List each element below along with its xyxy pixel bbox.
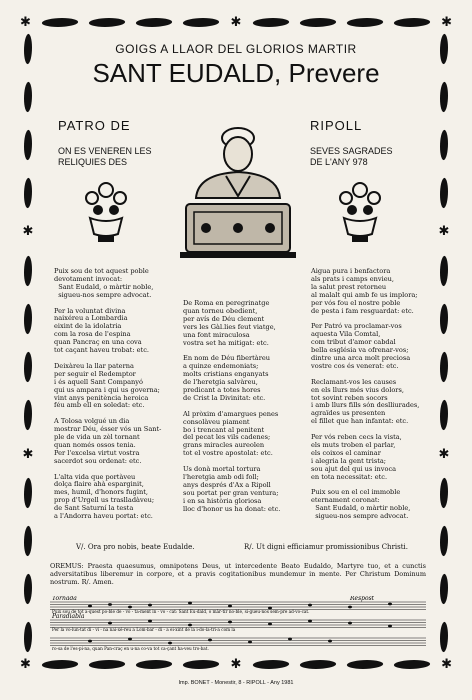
leaf-ornament: [181, 18, 221, 27]
verses-left-column: Puix sou de tot aquest poble devotament invocat: Sant Eudald, o màrtir noble, sigueu-nos sempre advocat. Per la voluntat divina naixéreu a Lombardia eixint de la idolatria com la rosa de l'espina quan Pancraç en una cova tot caçant haveu trobat: etc. Deixàreu la llar paterna per seguir el Redemptor i és aquell Sant Companyó qui us ampara i qui us governa; vint anys penitència heroica féu amb ell en soledat: etc. A Tolosa volgué un dia mostrar Déu, ésser vós un Sant- ple de vida un zèl tornant quan només ossos tenia. Per l'excelsa virtut vostra sacerdot sou ordenat: etc. L'alta vida que portàveu dolça flaire ahà esparginit, mes, humil, d'honors fugint, prop d'Urgell us traslladàveu; de Sant Saturní la testa a l'Andorra haveu portat: etc.: [54, 267, 162, 521]
leaf-ornament: [134, 18, 174, 27]
reliquary-bust-illustration: [176, 120, 300, 260]
leaf-ornament: [392, 18, 432, 27]
header: [42, 36, 430, 88]
leaf-ornament: [24, 477, 32, 510]
verses-middle-column: De Roma en peregrinatge quan torneu obedient, per avís de Déu clement vers les Gàl.lies feut viatge, una font miraculosa vostra set ha mitigat: etc. En nom de Déu fibertàreu a quinze endemoniats; molts cristians enganyats de l'heretgia salvàreu, predicant a totes hores de Crist la Divinitat: etc. Al pròxim d'amargues penes consolàveu piament bo i trencant al penitent del pecat les vils cadenes; grans miracles aureolen tot el vostre apostolat: etc. Us donà mortal tortura l'heretgia amb odi foll; anys després d'Ax a Ripoll sou portat per gran ventura; i en sa història gloriosa lloc d'honor us ha donat: etc.: [183, 299, 281, 513]
leaf-ornament: [87, 660, 127, 669]
leaf-ornament: [440, 176, 448, 209]
leaf-ornament: [440, 33, 448, 66]
page-title: SANT EUDALD, Prevere: [92, 58, 380, 88]
star-icon: ✱: [22, 446, 34, 462]
leaf-ornament: [298, 660, 338, 669]
bottom-border: [20, 656, 452, 672]
paradiabla-label: Paradiabla: [52, 613, 85, 620]
versicle: V/. Ora pro nobis, beate Eudalde.: [76, 543, 195, 551]
leaf-ornament: [24, 33, 32, 66]
leaf-ornament: [24, 573, 32, 606]
oremus-prayer: OREMUS: Praesta quaesumus, omnipotens Deus, ut intercedente Beato Eudaldo, Martyre tuo, et a cunctis adversitatibus liberemur in corpore, et a pravis cogitationibus mundemur in mente. Per Christum Dominum nostrum. R/. Amen.: [50, 562, 426, 586]
star-icon: ✱: [441, 14, 452, 30]
top-border: [20, 14, 452, 30]
leaf-ornament: [134, 660, 174, 669]
star-icon: ✱: [20, 14, 31, 30]
leaf-ornament: [440, 573, 448, 606]
leaf-ornament: [40, 18, 80, 27]
ripoll-label: RIPOLL: [310, 118, 363, 133]
score-lyrics-line: Puix sou de tot a-quest po-ble de - vo - ta-ment in - vo - cat: Sant Eu-dald, o màr-tir no-ble, si-gueu-nos sem-pre ad-vo-cat.: [52, 609, 310, 614]
leaf-ornament: [24, 128, 32, 161]
leaf-ornament: [24, 176, 32, 209]
leaf-ornament: [392, 660, 432, 669]
leaf-ornament: [87, 18, 127, 27]
response: R/. Ut digni efficiamur promissionibus Christi.: [244, 543, 409, 551]
star-icon: ✱: [22, 224, 34, 240]
star-icon: ✱: [230, 656, 242, 672]
header-line: GOIGS A LLAOR DEL GLORIOS MARTIR: [115, 42, 357, 56]
respost-label: Respost: [350, 596, 375, 602]
star-icon: ✱: [20, 656, 31, 672]
leaf-ornament: [345, 660, 385, 669]
left-border: [20, 34, 36, 652]
verses-right-column: Aigua pura i benfactora als prats i camps envieu, la salut prest retorneu al malalt qui amb fe us implora; per vós fou el nostre poble de pesta i fam resguardat: etc. Per Patró va proclamar-vos aquesta Vila Comtal, com tribut d'amor cabdal bella església va ofrenar-vos; dintre una arca molt preciosa vostre cos és venerat: etc. Reclamant-vos les causes en els llurs més vius dolors, tot sovint reben socors i amb llurs fills són deslliurades, agraïdes us presenten el fillet que han infantat: etc. Per vós reben cecs la vista, els muts troben el parlar, els coixos el caminar i alegria la gent trista; sou ajut del qui us invoca en tota necessitat: etc. Puix sou en el cel immoble eternament coronat: Sant Eudald, o màrtir noble, sigueu-nos sempre advocat.: [311, 267, 420, 521]
tornada-label: Tornada: [52, 596, 77, 602]
leaf-ornament: [181, 660, 221, 669]
leaf-ornament: [24, 398, 32, 431]
star-icon: ✱: [441, 656, 452, 672]
leaf-ornament: [40, 660, 80, 669]
patro-label: PATRO DE: [58, 118, 131, 133]
subtitle-right: SEVES SAGRADES DE L'ANY 978: [310, 146, 393, 167]
star-icon: ✱: [438, 224, 450, 240]
leaf-ornament: [345, 18, 385, 27]
leaf-ornament: [440, 80, 448, 113]
leaf-ornament: [24, 525, 32, 558]
leaf-ornament: [298, 18, 338, 27]
star-icon: ✱: [438, 446, 450, 462]
leaf-ornament: [24, 350, 32, 383]
star-icon: ✱: [230, 14, 242, 30]
flower-vase-icon: [76, 176, 136, 246]
leaf-ornament: [440, 621, 448, 654]
leaf-ornament: [24, 303, 32, 336]
score-lyrics-line: ro-sa de l'es-pi-na, quan Pan-craç en u-na co-va tot ca-çant ha-veu tro-bat.: [52, 646, 209, 651]
leaf-ornament: [24, 80, 32, 113]
score-lyrics-line: Per la vo-lun-tat di - vi - na nai-xé-reu a Lom-bar - di - a ei-xint de la i-do-la-tri-a com la: [52, 627, 236, 632]
leaf-ornament: [24, 621, 32, 654]
leaf-ornament: [440, 128, 448, 161]
music-score: [50, 596, 426, 652]
leaf-ornament: [440, 525, 448, 558]
subtitle-left: ON ES VENEREN LES RELIQUIES DES: [58, 146, 152, 167]
leaf-ornament: [250, 18, 290, 27]
printer-footer: Imp. BONET - Monestir, 8 - RIPOLL - Any 1981: [178, 680, 294, 686]
leaf-ornament: [24, 255, 32, 288]
leaf-ornament: [250, 660, 290, 669]
flower-vase-icon: [330, 176, 390, 246]
